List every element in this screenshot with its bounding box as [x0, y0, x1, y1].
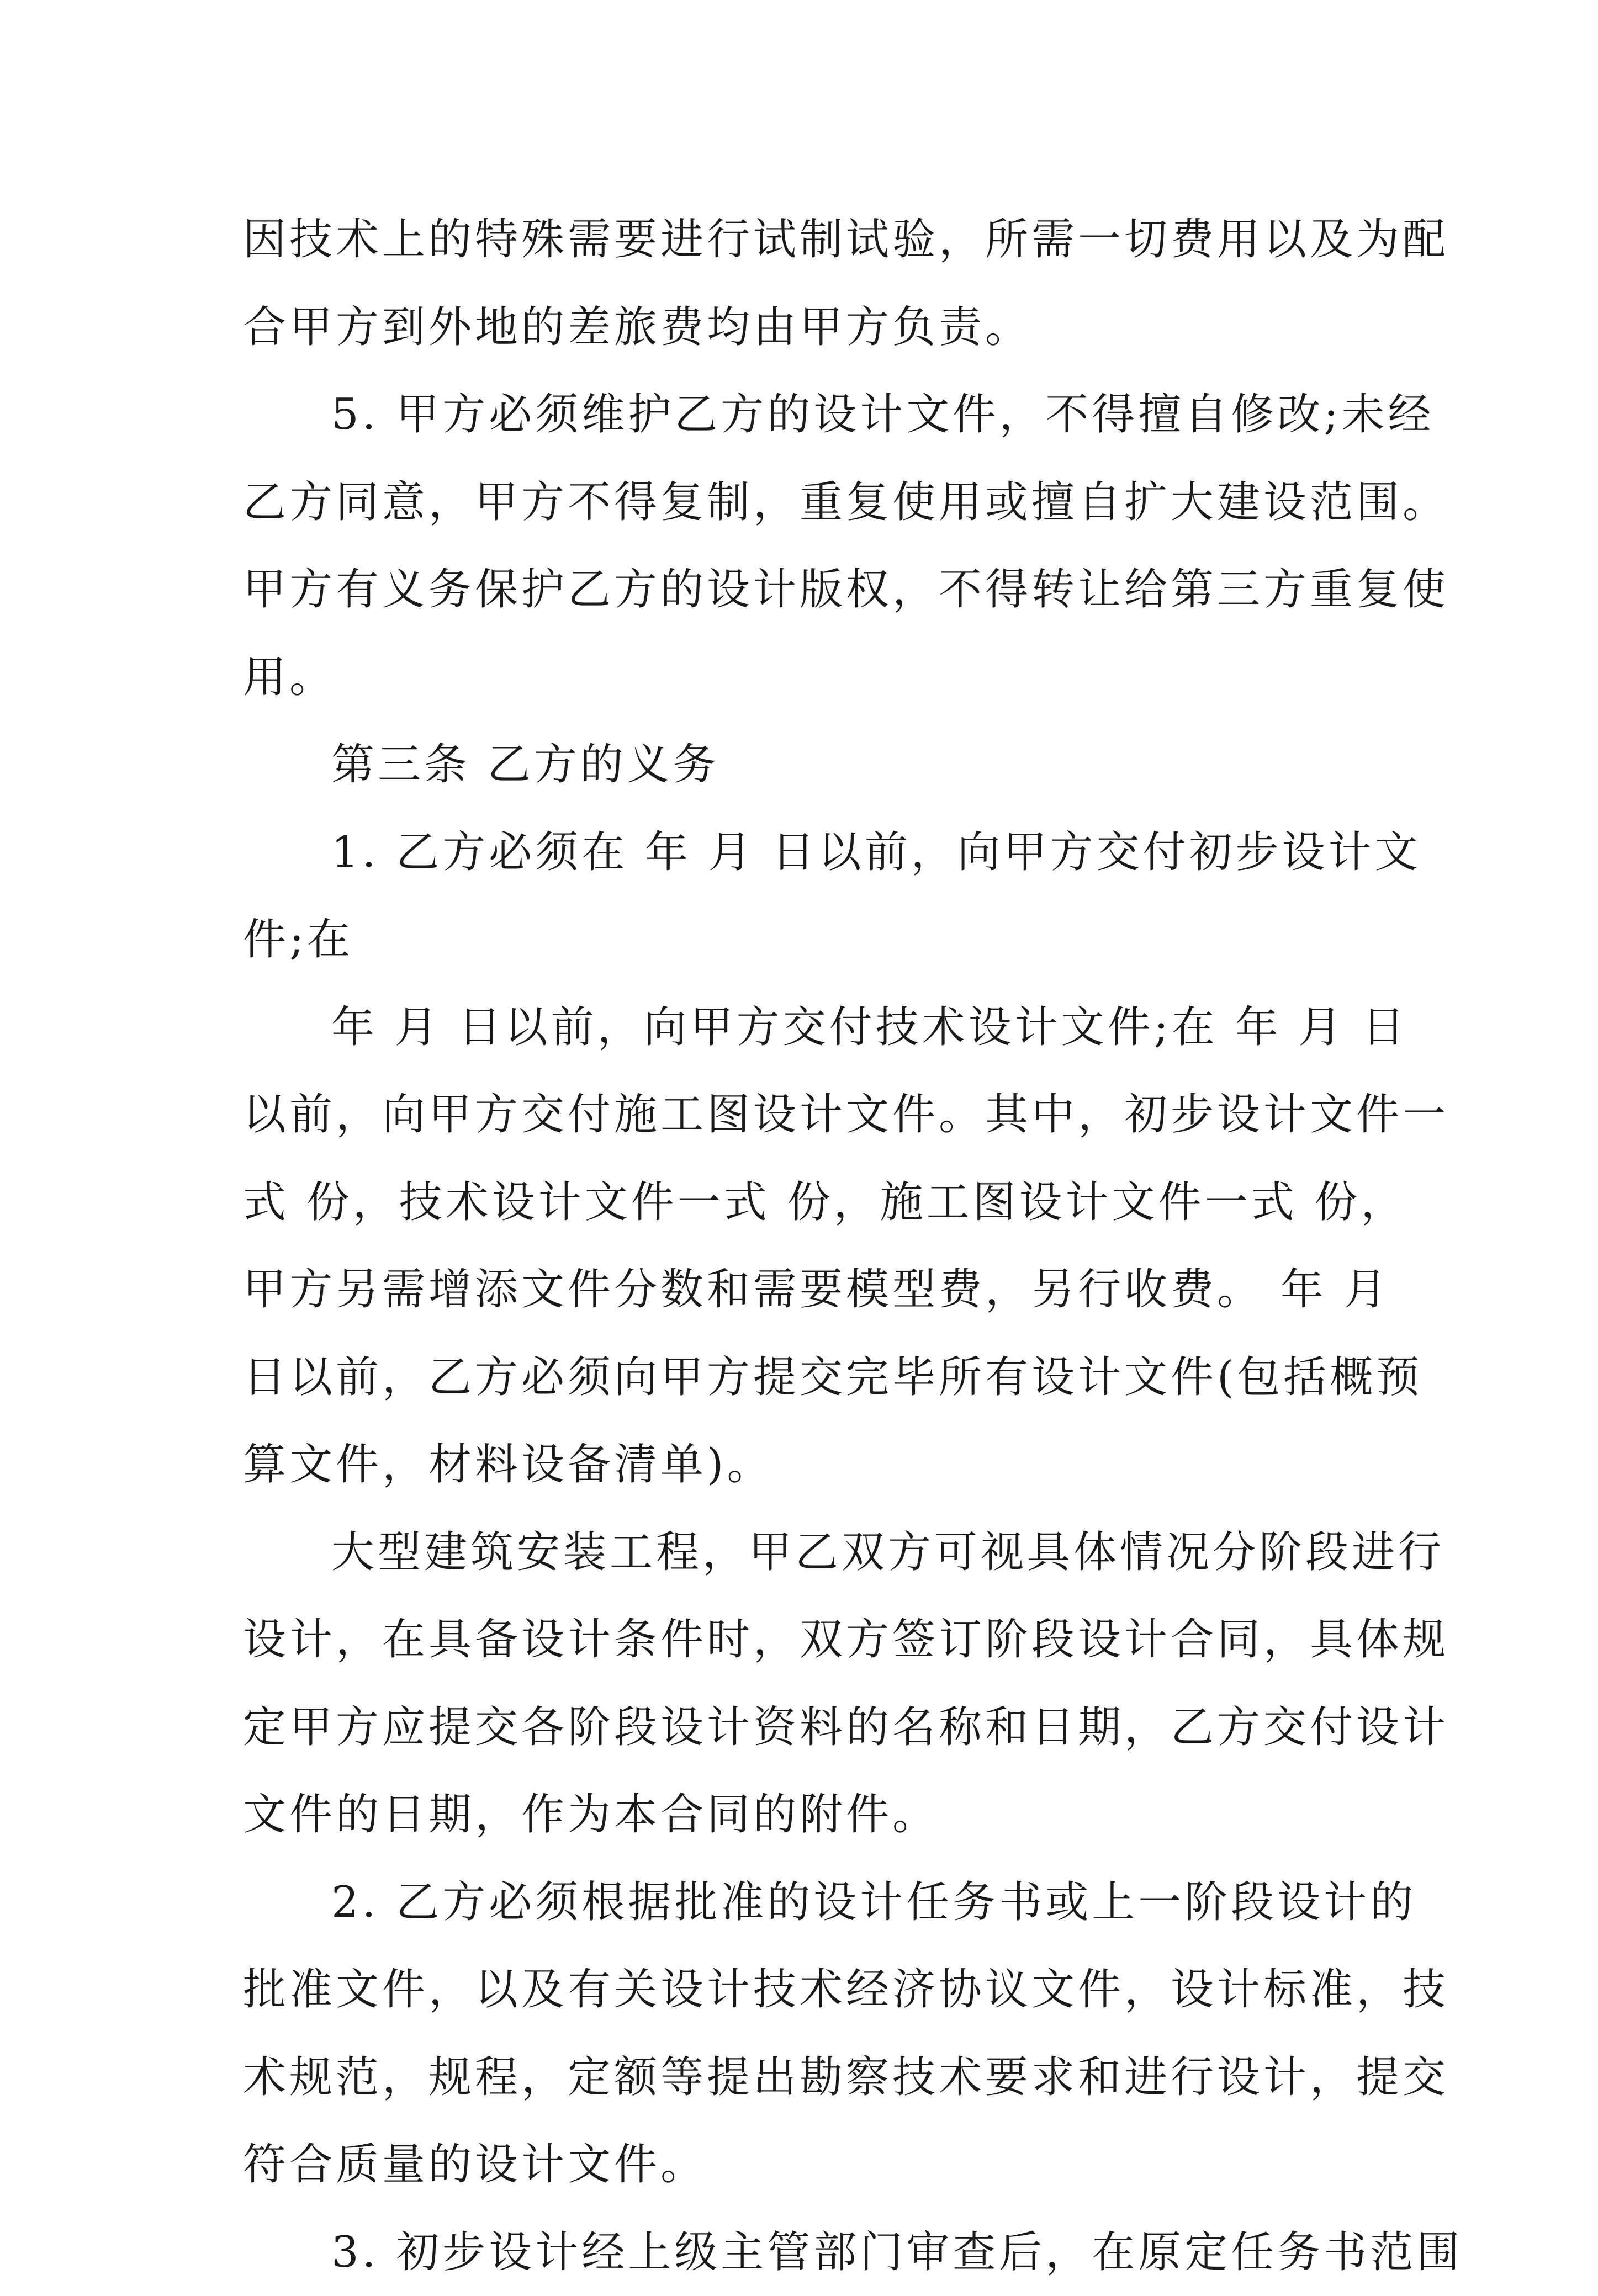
- text-line: 年 月 日以前，向甲方交付技术设计文件;在 年 月 日: [243, 984, 1369, 1072]
- text-line: 文件的日期，作为本合同的附件。: [243, 1771, 1369, 1859]
- text-line: 甲方另需增添文件分数和需要模型费，另行收费。 年 月: [243, 1246, 1369, 1334]
- text-line: 大型建筑安装工程，甲乙双方可视具体情况分阶段进行: [243, 1509, 1369, 1597]
- text-line: 定甲方应提交各阶段设计资料的名称和日期，乙方交付设计: [243, 1684, 1369, 1772]
- text-line: 日以前，乙方必须向甲方提交完毕所有设计文件(包括概预: [243, 1334, 1369, 1422]
- section-heading: 第三条 乙方的义务: [243, 721, 1369, 809]
- text-line: 乙方同意，甲方不得复制，重复使用或擅自扩大建设范围。: [243, 459, 1369, 547]
- text-line: 用。: [243, 634, 1369, 722]
- text-line: 术规范，规程，定额等提出勘察技术要求和进行设计，提交: [243, 2034, 1369, 2122]
- text-line: 甲方有义务保护乙方的设计版权，不得转让给第三方重复使: [243, 546, 1369, 634]
- text-line: 因技术上的特殊需要进行试制试验，所需一切费用以及为配: [243, 196, 1369, 284]
- text-line: 5. 甲方必须维护乙方的设计文件，不得擅自修改;未经: [243, 371, 1369, 459]
- text-line: 合甲方到外地的差旅费均由甲方负责。: [243, 284, 1369, 372]
- document-body: [243, 196, 1369, 2296]
- text-line: 件;在: [243, 896, 1369, 984]
- text-line: 设计，在具备设计条件时，双方签订阶段设计合同，具体规: [243, 1596, 1369, 1684]
- text-line: 符合质量的设计文件。: [243, 2121, 1369, 2209]
- text-line: 以前，向甲方交付施工图设计文件。其中，初步设计文件一: [243, 1071, 1369, 1159]
- text-line: 算文件，材料设备清单)。: [243, 1421, 1369, 1509]
- text-line: 式 份，技术设计文件一式 份，施工图设计文件一式 份，: [243, 1159, 1369, 1247]
- text-line: 批准文件，以及有关设计技术经济协议文件，设计标准，技: [243, 1946, 1369, 2034]
- text-line: 3. 初步设计经上级主管部门审查后，在原定任务书范围: [243, 2209, 1369, 2296]
- text-line: 1. 乙方必须在 年 月 日以前，向甲方交付初步设计文: [243, 809, 1369, 897]
- text-line: 2. 乙方必须根据批准的设计任务书或上一阶段设计的: [243, 1859, 1369, 1947]
